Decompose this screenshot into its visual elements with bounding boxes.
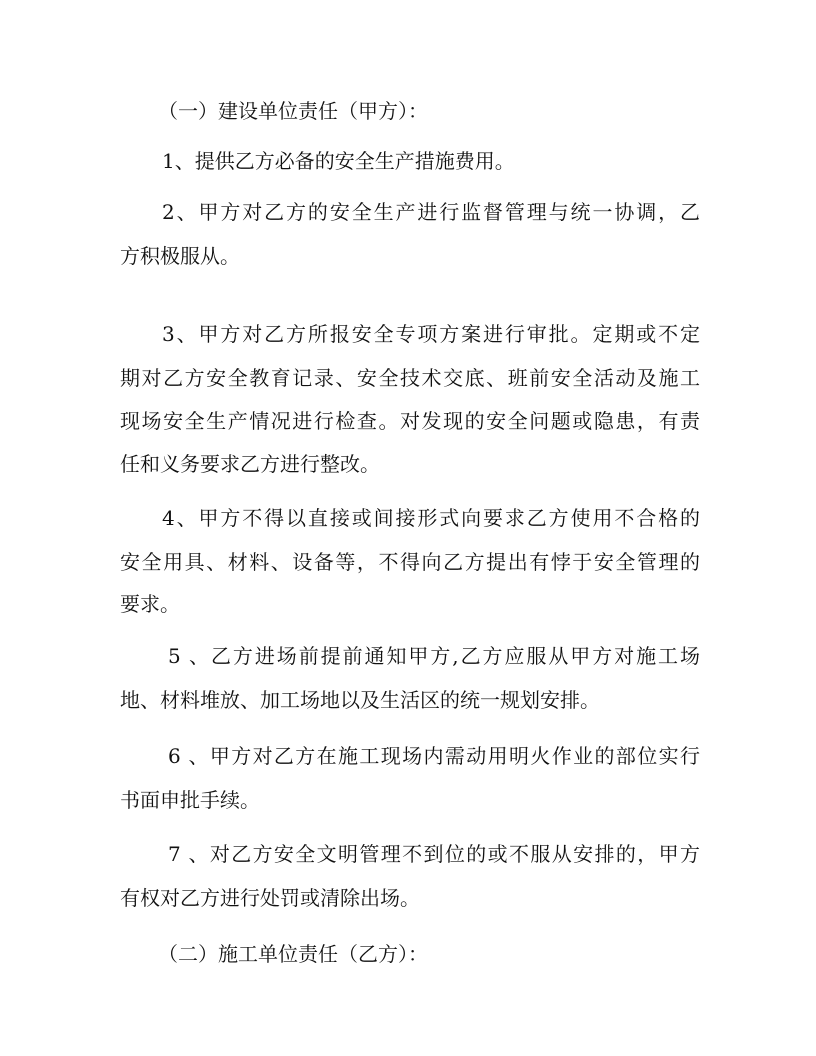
item-3-line-1: 3、甲方对乙方所报安全专项方案进行审批。定期或不定 (162, 322, 700, 346)
item-7-line-1: 7 、对乙方安全文明管理不到位的或不服从安排的，甲方 (168, 842, 700, 866)
section-heading-2: （二）施工单位责任（乙方）： (158, 942, 428, 966)
item-6-line-1: 6 、甲方对乙方在施工现场内需动用明火作业的部位实行 (168, 744, 700, 768)
item-4-line-3: 要求。 (120, 592, 180, 616)
item-2-line-2: 方积极服从。 (120, 244, 240, 268)
item-3-line-2: 期对乙方安全教育记录、安全技术交底、班前安全活动及施工 (120, 366, 700, 390)
section-heading-1: （一）建设单位责任（甲方）： (158, 99, 428, 123)
item-4-line-1: 4、甲方不得以直接或间接形式向要求乙方使用不合格的 (162, 506, 700, 530)
item-2-line-1: 2、甲方对乙方的安全生产进行监督管理与统一协调，乙 (162, 200, 700, 224)
item-6-line-2: 书面申批手续。 (120, 788, 260, 812)
item-1-line-1: 1、提供乙方必备的安全生产措施费用。 (162, 149, 515, 173)
item-5-line-2: 地、材料堆放、加工场地以及生活区的统一规划安排。 (120, 688, 600, 712)
item-3-line-4: 任和义务要求乙方进行整改。 (120, 452, 380, 476)
item-3-line-3: 现场安全生产情况进行检查。对发现的安全问题或隐患，有责 (120, 409, 700, 433)
item-4-line-2: 安全用具、材料、设备等，不得向乙方提出有悖于安全管理的 (120, 550, 700, 574)
item-7-line-2: 有权对乙方进行处罚或清除出场。 (120, 886, 420, 910)
item-5-line-1: 5 、乙方进场前提前通知甲方,乙方应服从甲方对施工场 (168, 644, 700, 668)
